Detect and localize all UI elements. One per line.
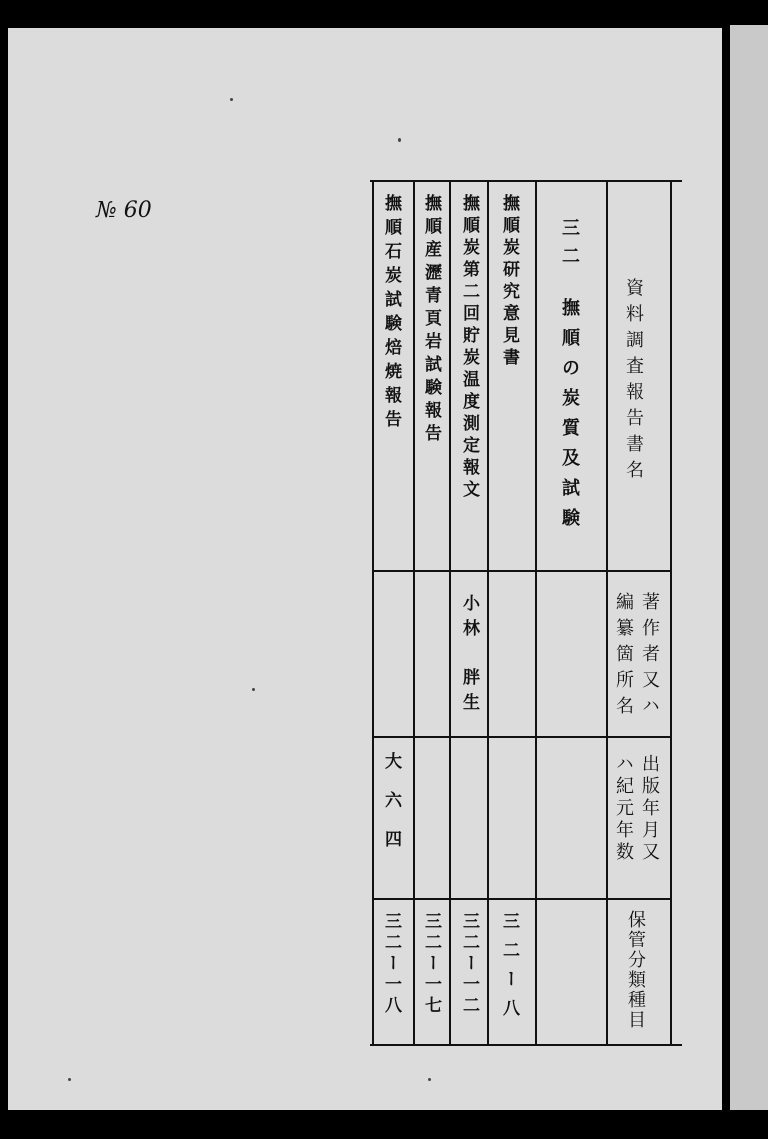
row-3-code: 三二ー一七: [421, 912, 441, 1017]
header-class: 保管分類種目: [625, 910, 646, 1030]
row-2-author-surname: 小林: [459, 594, 479, 644]
page-number: № 60: [96, 198, 152, 223]
row-2-title: 撫順炭第二回貯炭温度測定報文: [459, 194, 479, 502]
paper-speck: [428, 1078, 431, 1081]
row-2-author-name: 胖生: [459, 668, 479, 718]
paper-speck: [252, 688, 255, 691]
section-title: 撫順の炭質及試験: [559, 298, 580, 538]
row-3-title: 撫順産瀝青頁岩試験報告: [421, 194, 441, 447]
row-4-title: 撫順石炭試験焙焼報告: [381, 194, 401, 434]
field-divider-title: [374, 570, 672, 572]
header-date-line2: ハ紀元年数: [613, 754, 634, 864]
document-page: [8, 28, 722, 1110]
paper-speck: [230, 98, 233, 101]
table-right-rule: [670, 182, 672, 1044]
row-divider-3: [413, 182, 415, 1044]
paper-speck: [68, 1078, 71, 1081]
row-2-code: 三二ー一二: [459, 912, 479, 1017]
header-author-line1: 著作者又ハ: [639, 592, 660, 722]
row-divider-1: [487, 182, 489, 1044]
row-1-code: 三二ー八: [499, 912, 519, 1028]
table-bottom-rule: [370, 1044, 682, 1046]
row-divider-2: [449, 182, 451, 1044]
row-1-title: 撫順炭研究意見書: [499, 194, 519, 370]
row-4-date: 大六四: [381, 752, 401, 869]
row-4-code: 三二ー一八: [381, 912, 401, 1017]
header-author-line2: 編纂箇所名: [613, 592, 634, 722]
header-date-line1: 出版年月又: [639, 754, 660, 864]
header-title: 資料調査報告書名: [623, 278, 644, 486]
field-divider-author: [374, 736, 672, 738]
paper-speck: [398, 138, 401, 142]
header-divider: [606, 182, 608, 1044]
next-page-edge: [730, 25, 768, 1110]
field-divider-date: [374, 898, 672, 900]
section-divider: [535, 182, 537, 1044]
table-top-rule: [370, 180, 682, 182]
section-number: 三二: [559, 218, 580, 274]
row-divider-4: [372, 182, 374, 1044]
